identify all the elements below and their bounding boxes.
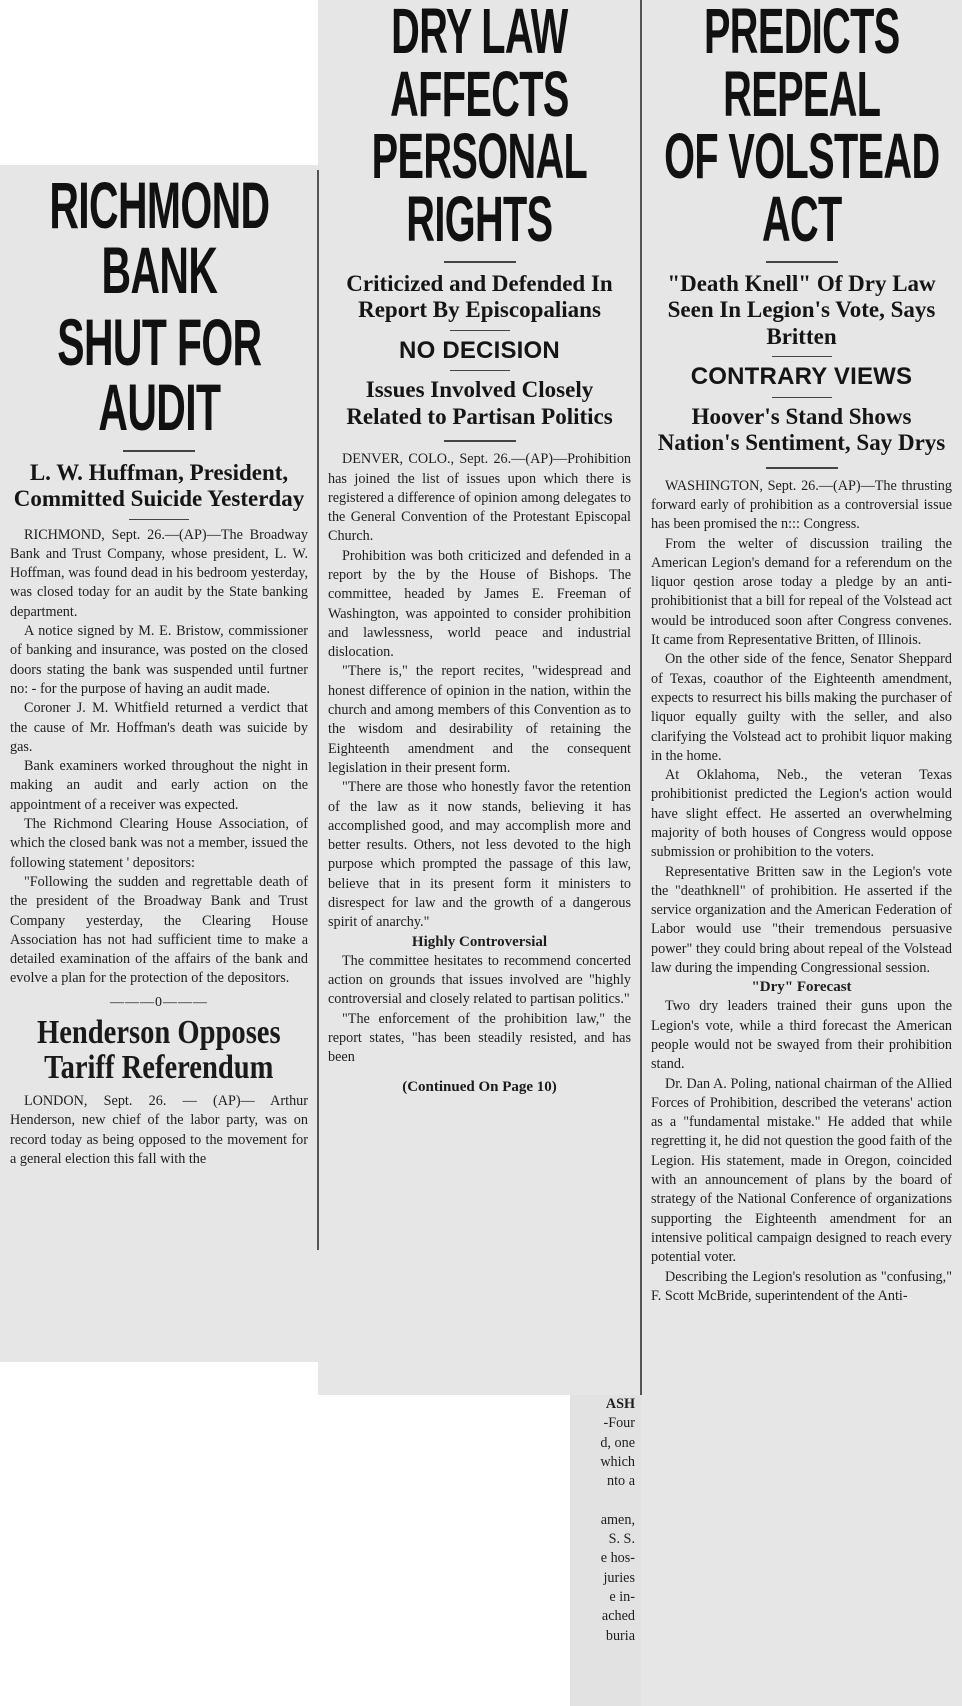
partial-article-strip — [570, 1395, 641, 1706]
paragraph: "Following the sudden and regrettable death of the president of the Broadway Bank and Trust Company yesterday, the Clearing House Association has not had sufficient time to make a detailed examination of the affairs of the bank and evolve a plan for the protection of the depositors. — [10, 873, 308, 987]
headline-dry-law-line1: DRY LAW AFFECTS — [390, 0, 569, 130]
section-divider: ———0——— — [110, 994, 208, 1010]
article-richmond-bank — [0, 165, 318, 1169]
paragraph: Dr. Dan A. Poling, national chairman of the Allied Forces of Prohibition, described the veterans' action as a "fundamental mistake." He added that while regretting it, he did not question the good faith of the Legion. His statement, made in Oregon, coincided with an announcement of plans by the board of strategy of the National Conference of organizations supporting the Eighteenth amendment for an intensive political campaign designed to reach every potential voter. — [651, 1075, 952, 1266]
article-body — [651, 477, 952, 1306]
article-body — [10, 526, 308, 989]
strip-line: d, one — [600, 1434, 635, 1451]
deck-no-decision: NO DECISION — [399, 336, 560, 364]
strip-line: ASH — [605, 1396, 635, 1412]
paragraph: LONDON, Sept. 26. — (AP)— Arthur Henderson, new chief of the labor party, was on record today as being opposed to the movement for a general election this fall with the — [10, 1093, 308, 1167]
paragraph: RICHMOND, Sept. 26.—(AP)—The Broadway Bank and Trust Company, whose president, L. W. Hoffman, was found dead in his bedroom yesterday, was closed today for an audit by the State banking department. — [10, 526, 308, 620]
headline-rule — [444, 261, 516, 263]
headline-rule — [123, 450, 195, 452]
strip-line: juries — [603, 1569, 635, 1586]
headline-richmond-line2: SHUT FOR AUDIT — [56, 305, 262, 445]
paragraph: The committee hesitates to recommend concerted action on grounds that issues involved are "highly controversial and closely related to partisan politics." — [328, 952, 631, 1008]
strip-line: -Four — [603, 1415, 635, 1432]
deck-rule — [129, 519, 189, 520]
paragraph: At Oklahoma, Neb., the veteran Texas prohibitionist predicted the Legion's action would have slight effect. He asserted an overwhelming majority of both houses of Congress would oppose submission or prohibition to the voters. — [651, 767, 952, 861]
article-volstead-repeal — [641, 0, 962, 1306]
paragraph: WASHINGTON, Sept. 26.—(AP)—The thrusting forward early of prohibition as a controversial issue has been promised the n::: Congress. — [651, 477, 952, 533]
deck-partisan-politics: Issues Involved Closely Related to Partisan Politics — [346, 377, 613, 429]
headline-rule — [766, 261, 838, 263]
paragraph: "There is," the report recites, "widespread and honest difference of opinion in the nation, within the church and among members of this Convention as to the wisdom and desirability of retaining the Eighteenth amendment and the consequent legislation in their present form. — [328, 663, 631, 776]
strip-line: amen, — [600, 1511, 635, 1528]
strip-line: S. S. — [608, 1531, 635, 1548]
subhead-dry-forecast: "Dry" Forecast — [751, 979, 852, 996]
deck-huffman: L. W. Huffman, President, Committed Suicide Yesterday — [13, 459, 305, 512]
paragraph: On the other side of the fence, Senator Sheppard of Texas, coauthor of the Eighteenth amendment, expects to resurrect his bills making the purchaser of liquor equally guilty with the seller, and also clarifying the Volstead act to prohibit liquor making in the home. — [651, 651, 952, 764]
paragraph: From the welter of discussion trailing the American Legion's demand for a referendum on the liquor qestion arose today a pledge by an anti-prohibitionist that a bill for repeal of the Volstead act would be introduced soon after Congress convenes. It came from Representative Britten, of Illinois. — [651, 535, 952, 649]
paragraph: Coroner J. M. Whitfield returned a verdict that the cause of Mr. Hoffman's death was suicide by gas. — [10, 700, 308, 755]
strip-line: ached — [601, 1608, 635, 1625]
headline-repeal-line2: OF VOLSTEAD ACT — [663, 120, 940, 256]
paragraph: "The enforcement of the prohibition law," the report states, "has been steadily resisted, and has been — [328, 1010, 631, 1066]
strip-line: e hos- — [600, 1550, 635, 1567]
paragraph: DENVER, COLO., Sept. 26.—(AP)—Prohibition has joined the list of issues upon which there is registered a difference of opinion among delegates to the General Convention of the Protestant Episcopal Church. — [328, 451, 631, 545]
deck-death-knell: "Death Knell" Of Dry Law Seen In Legion's Vote, Says Britten — [667, 270, 936, 349]
paragraph: Bank examiners worked throughout the night in making an audit and early action on the appointment of a receiver was expected. — [10, 758, 308, 813]
strip-line — [570, 1491, 635, 1510]
article-body — [328, 450, 631, 1067]
headline-repeal-line1: PREDICTS REPEAL — [703, 0, 900, 130]
article-dry-law — [318, 0, 641, 1096]
continued-notice: (Continued On Page 10) — [402, 1079, 557, 1096]
paragraph: Two dry leaders trained their guns upon the Legion's vote, while a third forecast the American people would not be swayed from their prohibition stand. — [651, 998, 952, 1073]
headline-henderson: Henderson Opposes Tariff Referendum — [37, 1013, 281, 1087]
deck-rule — [444, 440, 516, 442]
paragraph: The Richmond Clearing House Association, of which the closed bank was not a member, issued the following statement ' depositors: — [10, 816, 308, 871]
paragraph: Representative Britten saw in the Legion's vote the "deathknell" of prohibition. He asserted if the service organization and the American Federation of Labor would use "their tremendous persuasive power" they could bring about repeal of the Volstead law during the impending Congressional session. — [651, 863, 952, 977]
deck-rule — [772, 397, 832, 398]
henderson-body — [10, 1092, 308, 1169]
deck-rule — [450, 330, 510, 331]
paragraph: Prohibition was both criticized and defended in a report by the by the House of Bishops. The committee, headed by James E. Freeman of Washington, was appointed to consider prohibition and lawlessness, world peace and industrial dislocation. — [328, 547, 631, 661]
deck-rule — [766, 467, 838, 469]
headline-dry-law-line2: PERSONAL RIGHTS — [371, 120, 588, 256]
deck-contrary-views: CONTRARY VIEWS — [690, 363, 913, 391]
strip-line: nto a — [607, 1473, 635, 1490]
deck-rule — [772, 356, 832, 357]
deck-rule — [450, 370, 510, 371]
paragraph: A notice signed by M. E. Bristow, commissioner of banking and insurance, was posted on the closed doors stating the bank was suspended until furtner no: - for the purpose of having an audit made. — [10, 623, 308, 697]
deck-episcopalians: Criticized and Defended In Report By Episcopalians — [346, 270, 613, 323]
strip-line: buria — [605, 1627, 635, 1644]
deck-hoover-stand: Hoover's Stand Shows Nation's Sentiment, Say Drys — [657, 403, 946, 456]
headline-richmond-line1: RICHMOND BANK — [48, 168, 270, 307]
strip-line: e in- — [609, 1588, 635, 1605]
subhead-highly-controversial: Highly Controversial — [411, 933, 548, 950]
strip-line: which — [600, 1453, 635, 1470]
paragraph: "There are those who honestly favor the retention of the law as it now stands, believing it has accomplished good, and may accomplish more and better results. Others, not less devoted to the high purpose which prompted the passage of this law, believe that in its present form it ministers to disrespect for law and the growth of a dangerous spirit of anarchy." — [328, 779, 631, 931]
paragraph: Describing the Legion's resolution as "confusing," F. Scott McBride, superintendent of the Anti- — [651, 1268, 952, 1304]
